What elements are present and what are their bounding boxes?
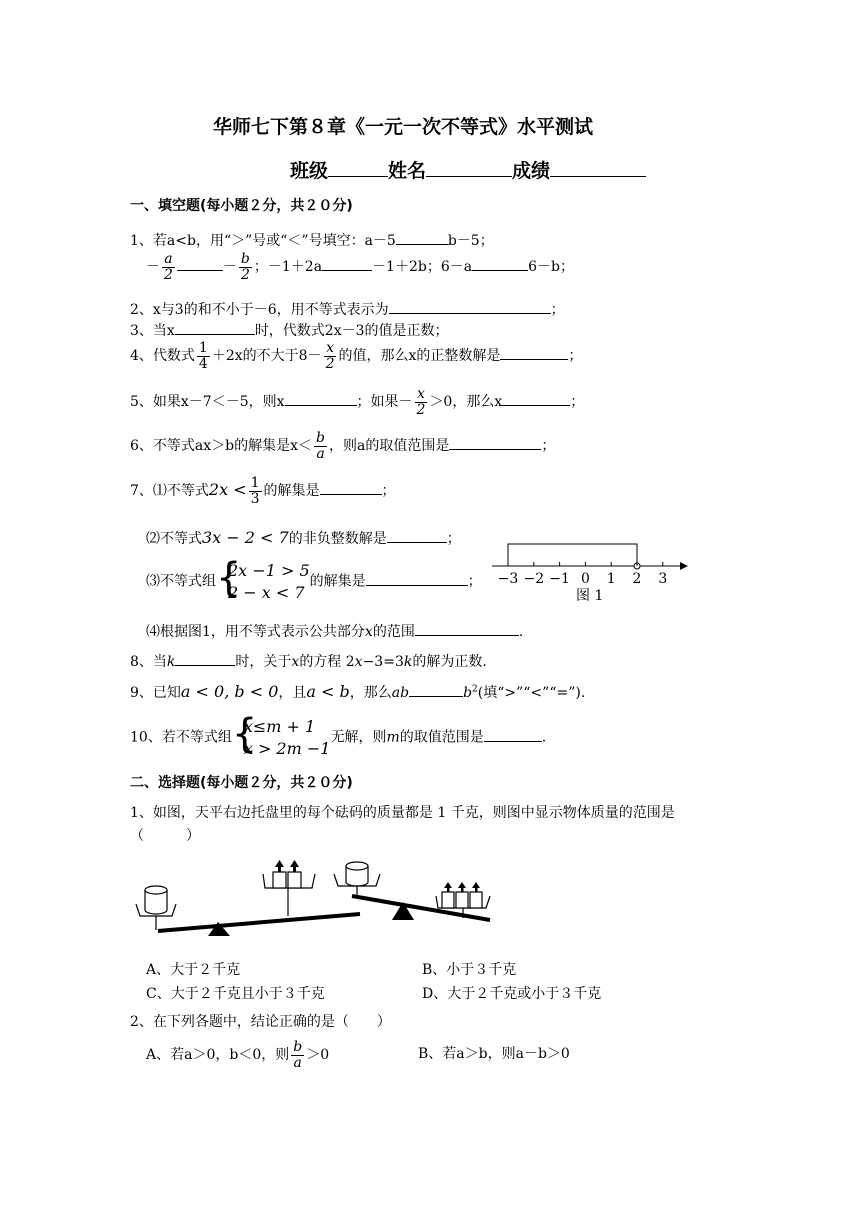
tick-label: −1 [549,571,570,587]
answer-blank[interactable] [449,435,541,450]
tick-label: 3 [658,571,668,587]
section-1-heading: 一、填空题(每小题２分，共２０分) [130,198,353,214]
tick-label: 1 [606,571,616,587]
section-2-heading: 二、选择题(每小题２分，共２０分) [130,775,353,791]
question-1-3: 3、当x 时，代数式2x－3的值是正数； [130,320,449,338]
number-line-figure [490,538,700,608]
answer-blank[interactable] [177,256,223,271]
balance-scale-right [334,862,490,920]
weight-icon [273,872,286,888]
answer-blank[interactable] [320,480,382,495]
balance-scale-left [136,860,360,936]
question-1-5: 5、如果x－7＜－5，则x ；如果－ $\frac{x}{2}$ ＞0，那么x ； [130,386,585,418]
answer-blank[interactable] [409,682,463,697]
page-title: 华师七下第８章《一元一次不等式》水平测试 [213,116,594,138]
option-b-2[interactable]: B、若a＞b，则a－b＞0 [418,1046,570,1062]
answer-blank[interactable] [502,391,570,406]
object-icon [346,862,368,870]
option-d[interactable]: D、大于２千克或小于３千克 [422,986,602,1002]
answer-blank[interactable] [415,621,519,636]
option-a[interactable]: A、大于２千克 [146,962,241,978]
balance-scales-figure [130,856,500,946]
fraction: $\frac{x}{2}$ [416,386,426,418]
question-2-1: 1、如图，天平右边托盘里的每个砝码的质量都是 1 千克，则图中显示物体质量的范围是 [130,805,675,821]
fraction: $\frac{b}{a}$ [316,430,325,462]
question-1-7-2: ⑵不等式3x − 2 < 7的非负整数解是 ； [146,528,461,547]
object-icon [145,886,167,894]
axis-arrow [680,562,688,570]
question-1-4: 4、代数式 $\frac{1}{4}$ ＋2x的不大于8－ $\frac{x}{2}$ 的值，那么x的正整数解是 ； [130,340,583,372]
answer-blank[interactable] [396,230,448,245]
inequality-system: { 2x −1 > 5 2 − x < 7 [216,555,310,602]
inequality-system: { x≤m + 1 x > 2m −1 [231,711,331,758]
question-1-9: 9、已知a < 0, b < 0，且a < b，那么ab $b^2$(填“>”“<”“=”). [130,682,586,701]
class-label: 班级 [290,160,329,182]
question-1-8: 8、当k 时，关于x的方程 2x−3=3k的解为正数. [130,651,487,669]
question-1-7-1: 7、⑴不等式2x < $\frac{1}{3}$ 的解集是 ； [130,475,396,507]
question-1-1: 1、若a<b，用“＞”号或“＜”号填空：a－5 b－5； [130,230,494,248]
scale-beam [158,914,360,931]
question-1-10: 10、若不等式组 { x≤m + 1 x > 2m −1 无解，则m的取值范围是 . [130,711,547,758]
tick-label: −2 [523,571,545,587]
weight-icon [442,892,454,908]
question-1-2: 2、x与3的和不小于－6，用不等式表示为 ； [130,299,565,317]
question-1-7-4: ⑷根据图1，用不等式表示公共部分x的范围 . [146,621,523,639]
figure-caption: 图 1 [576,588,604,604]
answer-blank[interactable] [285,391,357,406]
fraction: $\frac{1}{3}$ [250,475,260,507]
option-b[interactable]: B、小于３千克 [422,962,517,978]
answer-blank[interactable] [175,320,255,335]
question-1-6: 6、不等式ax＞b的解集是x＜ $\frac{b}{a}$ ，则a的取值范围是 ； [130,430,556,462]
answer-blank[interactable] [366,571,468,586]
question-2-2: 2、在下列各题中，结论正确的是（ ） [130,1014,391,1030]
name-blank[interactable] [426,162,512,177]
weight-icon [288,872,301,888]
weight-icon [470,892,482,908]
option-a-2[interactable]: A、若a＞0，b＜0，则 $\frac{b}{a}$ ＞0 [146,1039,330,1071]
answer-blank[interactable] [387,528,447,543]
fraction: $\frac{1}{4}$ [198,340,208,372]
question-1-1-cont: － $\frac{a}{2}$ － $\frac{b}{2}$ ；－1＋2a －1＋2b；6－a 6－b； [146,251,574,283]
tick-label: −3 [497,571,519,587]
tick-label: 2 [632,571,642,587]
answer-blank[interactable] [389,299,551,314]
answer-blank[interactable] [322,256,372,271]
left-pan [334,874,380,886]
fraction: $\frac{a}{2}$ [164,251,173,283]
score-label: 成绩 [512,160,551,182]
student-info-line [290,162,646,181]
answer-blank[interactable] [472,256,528,271]
question-2-1-paren: （ ） [130,828,200,844]
fraction: $\frac{b}{a}$ [293,1039,303,1071]
option-c[interactable]: C、大于２千克且小于３千克 [146,986,325,1002]
question-1-7-3: ⑶不等式组 { 2x −1 > 5 2 − x < 7 的解集是 ； [146,555,482,602]
range-bracket [508,544,637,566]
class-blank[interactable] [328,162,388,177]
fraction: $\frac{x}{2}$ [325,340,335,372]
tick-label: 0 [580,571,590,587]
answer-blank[interactable] [500,345,568,360]
number-line [492,544,688,570]
answer-blank[interactable] [175,651,235,666]
fraction: $\frac{b}{2}$ [240,251,250,283]
score-blank[interactable] [550,162,646,177]
answer-blank[interactable] [484,727,542,742]
weight-icon [456,892,468,908]
name-label: 姓名 [388,160,427,182]
